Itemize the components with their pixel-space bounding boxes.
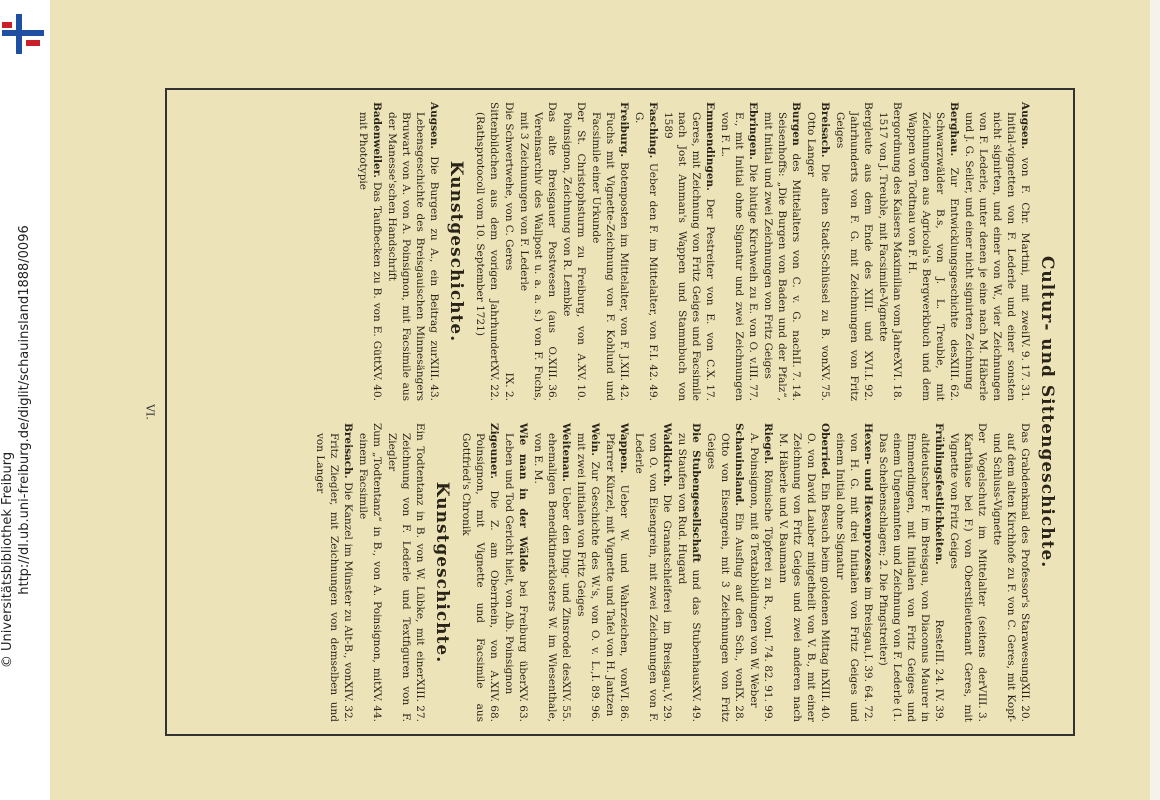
index-entry (517, 102, 559, 401)
entry-heading: Breisach. (342, 423, 354, 479)
entry-heading: Waldkirch. (661, 423, 673, 487)
entry-text: Die Burgen zu A., ein Beitrag zur Lebensgeschichte des Breisgauischen Minnesängers Bruwart von A. von A. Poinsignon, mit Facsimile aus der Manesse'schen Handschrift (386, 112, 440, 401)
index-entry (473, 102, 501, 401)
entry-text: Reste altdeutscher F. im Breisgau, von Diaconus Maurer in Emmendingen, mit Initialen von Fritz Geiges und einem Ungenannten und Zeichnung von F. Lederle (1. Das Scheibenschlagen; 2. Die Pfingstreiter) (877, 433, 945, 722)
index-entry (502, 102, 516, 401)
entry-text: Die Kanzel im Münster zu Alt-B., von Fritz Ziegler, mit Zeichnungen von demselben und von Langer (314, 433, 354, 722)
page-number: VI. (143, 404, 157, 420)
entry-reference: VIII. 3. (976, 685, 988, 722)
entry-reference: XII. 20. (1019, 682, 1031, 722)
entry-heading: Wie man in der Wälde (517, 423, 529, 573)
entry-heading: Emmendingen. (704, 102, 716, 191)
entry-heading: Augsen. (1019, 102, 1031, 150)
index-entry (459, 423, 501, 722)
entry-text: Der St. Christophsturm zu Freiburg, von A. Poinsignon, Zeichnung von R. Lembke (561, 102, 587, 365)
index-entry (661, 102, 717, 401)
entry-reference: XV. 49. (690, 685, 702, 722)
index-entry (990, 423, 1032, 722)
entry-reference: X. 17. (704, 370, 716, 401)
entry-heading: Schauinsland. (733, 423, 745, 507)
index-entry (632, 102, 660, 401)
entry-text: Zur Entwicklungsgeschichte des Schwarzwälder B.s, von J. L. Treuble, mit Zeichnungen aus Agricola's Bergwerkbuch und dem Wappen von Todtnau von F. H. (906, 112, 960, 401)
entry-heading: Freiburg. (618, 102, 630, 157)
index-entry (876, 102, 904, 401)
entry-reference: XIII. 36. (546, 357, 558, 401)
entry-reference: III. 77. (747, 365, 759, 401)
entry-reference: II. 7. 14. (790, 355, 802, 401)
index-entry (947, 423, 989, 722)
entry-text: Botenposten im Mittelalter, von F. J. Fuchs mit Vignette-Zeichnung von F. Kohlund und Facsimile einer Urkunde (590, 112, 630, 401)
entry-reference: XIV. 68. (488, 681, 500, 722)
entry-text: Das Taufbecken zu B. von E. Gütt mit Phototypie (357, 112, 383, 365)
entry-text: Ueber den Ding- und Zinsrodel des ehemaligen Benediktinerklosters W. im Wiesenthale, von E. M. (532, 433, 572, 722)
entry-text: Die Granatschleiferei im Breisgau, von O. von Eisengrein, mit zwei Zeichnungen von F. Lederle (633, 433, 673, 722)
entry-text: Ein Todtentanz in B. von W. Lübke, mit einer Zeichnung von F. Lederle und Textfiguren von F. Ziegler (386, 423, 426, 722)
entry-text: im Breisgau, von H. G. mit drei Initialen von Fritz Geiges und einem Initial ohne Signatur (834, 433, 874, 722)
entry-text: Die alten Stadt-Schlüssel zu B. von Otto Langer (805, 112, 831, 365)
entry-heading: Badenweiler. (371, 102, 383, 178)
entry-text: Sittenbildchen aus dem vorigen Jahrhundert (Rathsprotocoll vom 10. September 1721) (474, 102, 500, 365)
entry-reference: XIII. 40. (819, 678, 831, 722)
index-column-left (312, 102, 1032, 401)
index-entry (356, 423, 384, 722)
entry-reference: XV. 22. (488, 364, 500, 401)
entry-text: und das Stubenhaus zu Staufen von Rud. Hugard (676, 433, 702, 686)
index-entry (804, 102, 832, 401)
entry-text: Ueber den F. im Mittelalter, von F. G. (633, 112, 659, 354)
copyright-notice: © Universitätsbibliothek Freiburg (0, 451, 15, 669)
entry-reference: IV. 9. 17. 31. (1019, 334, 1031, 401)
entry-reference: IX. 2. (503, 372, 515, 401)
entry-reference: XV. 10. (575, 364, 587, 401)
index-entry (356, 102, 384, 401)
entry-heading: Riegel. (762, 423, 774, 465)
entry-text: Ein Besuch beim goldenen Mittag in O. von David Lauber mitgetheilt von V. B., mit einer Zeichnung von Fritz Geiges und zwei anderen nach M. Häberle und V. Baumann (777, 433, 831, 722)
entry-reference: I. 42. 49. (647, 353, 659, 401)
entry-reference: XII. 42. (618, 361, 630, 401)
index-entry (574, 423, 602, 722)
source-url[interactable]: http://dl.ub.uni-freiburg.de/diglit/schauinsland1888/0096 (17, 225, 32, 595)
entry-reference: I. 92. (862, 373, 874, 401)
entry-heading: Oberried. (819, 423, 831, 479)
index-entry (385, 102, 441, 401)
index-entry (776, 423, 832, 722)
entry-heading: Zigeuner. (488, 423, 500, 479)
entry-heading: Wappen. (618, 423, 630, 474)
entry-reference: XVI. 18. (891, 358, 903, 401)
index-entry (632, 423, 674, 722)
index-entry (560, 102, 588, 401)
entry-text: Bergordnung des Kaisers Maximilian vom Jahre 1517 von J. Treuble, mit Facsimile-Vignette (877, 102, 903, 359)
entry-reference: V. 29. (661, 692, 673, 722)
index-entry (313, 423, 355, 722)
index-entry (761, 102, 803, 401)
index-content (180, 92, 1060, 732)
index-entry (385, 423, 427, 722)
entry-text: Die Z. am Oberrhein, von A. Poinsignon, mit Vignette und Facsimile aus Gottfried's Chronik (460, 433, 500, 722)
index-entry (876, 423, 946, 722)
entry-text: Zur Geschichte des W.'s, von O. v. L., mit zwei Initialen von Fritz Geiges (575, 433, 601, 675)
entry-text: Bergleute aus dem Ende des XIII. und XVI. Jahrhunderts von F. G. mit Zeichnungen von Fritz Geiges (834, 102, 874, 401)
index-entry (747, 423, 775, 722)
subsection-title: Kunstgeschichte. (446, 160, 466, 343)
index-entry (675, 423, 703, 722)
entry-text: von F. Chr. Martini, mit zwei Initial-vignetten von F. Lederle und einer sonsten nicht signirten, und einer von W., vier Zeichnungen von F. Lederle, unter denen je eine nach M. Häberle und J. G. Seiler, und einer nicht signirten Zeichnung (963, 112, 1031, 401)
entry-heading: Frühlingsfestlichkeiten. (933, 423, 945, 565)
entry-heading: Burgen (790, 102, 802, 146)
entry-heading: Die Stubengesellschaft (690, 423, 702, 563)
entry-text: bei Freiburg über Leben und Tod Gericht hielt, von Alb. Poinsignon (503, 433, 529, 695)
entry-reference: XIII. 43. (428, 357, 440, 401)
entry-text: Ueber W. und Wahrzeichen, von Pfarrer Kürzel, mit Vignette und Tafel von H. Jantzen (604, 433, 630, 717)
entry-reference: XIII. 27. (414, 678, 426, 722)
index-entry (704, 423, 746, 722)
entry-text: Ein Ausflug auf den Sch., von Otto von Eisengrein, mit 3 Zeichnungen von Fritz Geiges (705, 433, 745, 722)
index-entry (833, 423, 875, 722)
entry-text: Das alte Breisgauer Postwesen (aus O. Vereinsarchiv des Wallpost u. a. a. s.) von F. Fuchs, mit 3 Zeichnungen von F. Lederle (518, 102, 558, 401)
index-entry (905, 102, 961, 401)
entry-heading: Hexen- und Hexenprozesse (862, 423, 874, 584)
entry-reference: XV. 75. (819, 364, 831, 401)
entry-reference: VI. 86. (618, 686, 630, 722)
entry-heading: Weitenau. (560, 423, 572, 482)
entry-heading: Wein. (589, 423, 601, 456)
index-entry (833, 102, 875, 401)
viewer-margin (0, 0, 50, 800)
index-column-right (312, 423, 1032, 722)
entry-heading: Breisach. (819, 102, 831, 158)
entry-text: Zum „Todtentanz“ in B., von A. Poinsignon, mit einem Facsimile (357, 423, 383, 686)
entry-reference: XIV. 32. (342, 681, 354, 722)
subsection-title: Kunstgeschichte. (432, 481, 452, 664)
entry-reference: XV. 40. (371, 364, 383, 401)
index-entry (531, 423, 573, 722)
entry-reference: III. 24. IV. 39. (933, 649, 945, 722)
section-title: Cultur- und Sittengeschichte. (1037, 255, 1057, 569)
entry-text: Der Pestreiter von E. von C. Geres, mit Zeichnung von Fritz Geiges und Facsimile nach Jost Amman's Wappen und Stammbuch von 1589 (662, 112, 716, 401)
index-entry (603, 423, 631, 722)
entry-heading: Augsen. (428, 102, 440, 150)
entry-heading: Fasching. (647, 102, 659, 159)
entry-heading: Berghau. (948, 102, 960, 157)
index-entry (502, 423, 530, 722)
index-entry (962, 102, 1032, 401)
entry-text: Das Grabdenkmal des Professor's Starawesung auf dem alten Kirchhofe zu F. von C. Geres, mit Kopf- und Schluss-Vignette (991, 423, 1031, 722)
entry-reference: XIV. 55. (560, 681, 572, 722)
page-edge (1150, 0, 1160, 800)
index-entry (718, 102, 760, 401)
entry-reference: XV. 63. (517, 685, 529, 722)
entry-text: des Mittelalters von C. v. G. nach Seisenhoffs: „Die Burgen von Baden und der Pfalz“, mit Initial und zwei Zeichnungen von Fritz Geiges (762, 112, 802, 401)
entry-text: Die blutige Kirchweih zu E. von O. v. E., mit Initial ohne Signatur und zwei Zeichnungen von F. L. (719, 112, 759, 401)
entry-reference: IX. 28. (733, 687, 745, 722)
entry-reference: I. 89. 96. (589, 674, 601, 722)
index-entry (589, 102, 631, 401)
entry-text: Römische Töpferei zu R., von A. Poinsignon, mit 8 Textabbildungen von W. Weber (748, 433, 774, 708)
entry-reference: XV. 44. (371, 685, 383, 722)
entry-reference: I. 39. 64. 72. (862, 654, 874, 722)
entry-heading: Ebringen. (747, 102, 759, 160)
entry-text: Die Schwertwehe, von C. Geres (503, 102, 515, 271)
entry-reference: XIII. 62. (948, 357, 960, 401)
entry-reference: I. 74. 82. 91. 99. (762, 634, 774, 722)
entry-text: Der Vogelschutz im Mittelalter (seitens der Karthäuse bei F.) von Oberstlieutenant Geres, mit Vignette von Fritz Geiges (948, 423, 988, 722)
